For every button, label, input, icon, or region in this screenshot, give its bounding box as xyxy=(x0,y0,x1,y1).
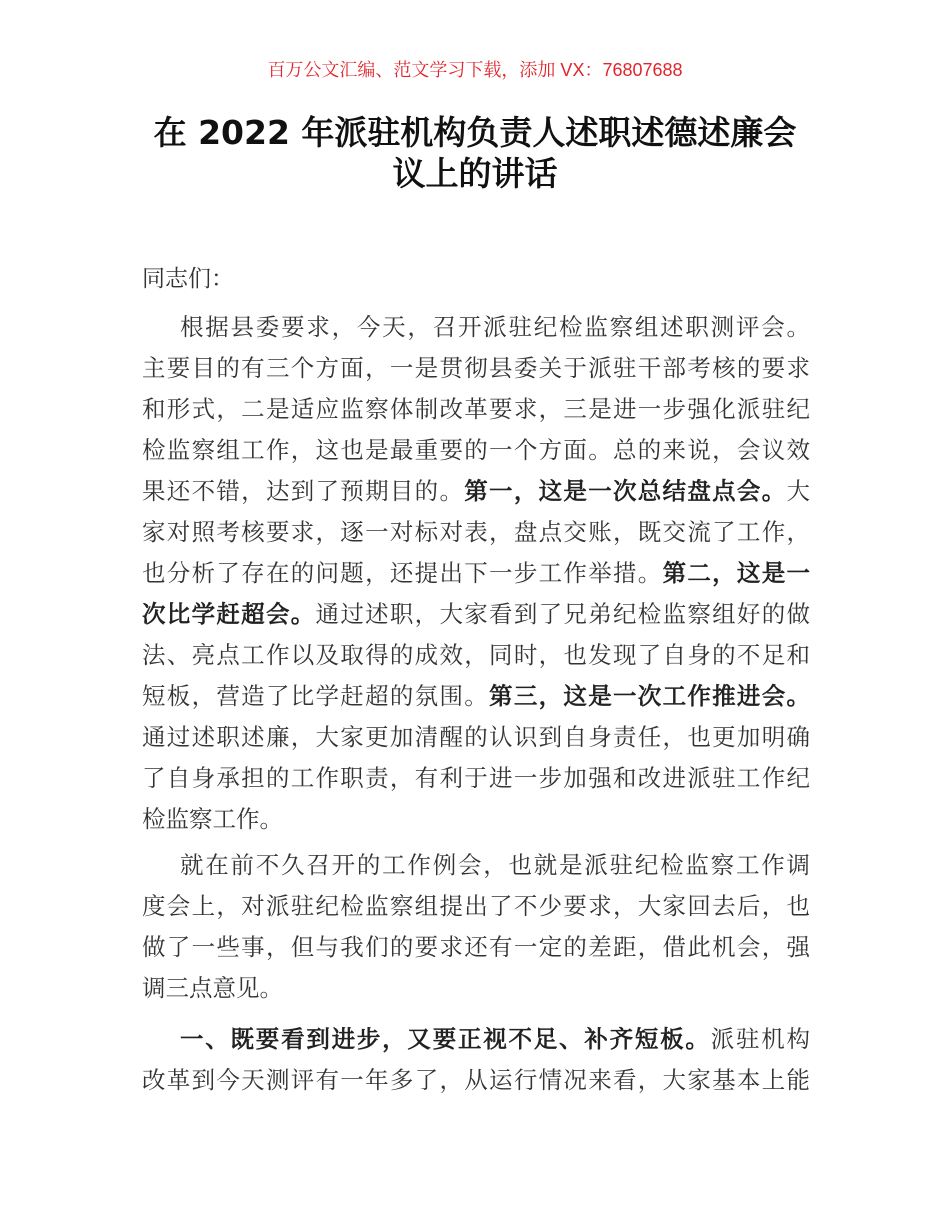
text-line xyxy=(142,471,810,512)
text-run: 做了一些事，但与我们的要求还有一定的差距，借此机会，强 xyxy=(142,933,810,961)
text-run: 也分析了存在的问题，还提出下一步工作举措。 xyxy=(142,559,663,587)
text-run: 检监察组工作，这也是最重要的一个方面。总的来说，会议效 xyxy=(142,436,810,464)
greeting: 同志们： xyxy=(142,266,234,292)
text-line xyxy=(142,1060,810,1101)
text-line xyxy=(142,430,810,471)
text-run: 调三点意见。 xyxy=(142,974,283,1002)
bold-text-run: 一、既要看到进步，又要正视不足、补齐短板。 xyxy=(180,1025,711,1053)
text-line xyxy=(142,389,810,430)
text-line xyxy=(142,512,810,553)
text-line xyxy=(142,717,810,758)
bold-text-run: 次比学赶超会。 xyxy=(142,600,316,628)
text-line xyxy=(142,799,810,840)
title-line-1: 在 2022 年派驻机构负责人述职述德述廉会 xyxy=(153,113,797,152)
text-run: 度会上，对派驻纪检监察组提出了不少要求，大家回去后，也 xyxy=(142,892,810,920)
paragraph-3 xyxy=(142,1019,810,1101)
text-run: 了自身承担的工作职责，有利于进一步加强和改进派驻工作纪 xyxy=(142,764,810,792)
text-run: 检监察工作。 xyxy=(142,805,283,833)
text-run: 改革到今天测评有一年多了，从运行情况来看，大家基本上能 xyxy=(142,1066,810,1094)
text-run: 就在前不久召开的工作例会，也就是派驻纪检监察工作调 xyxy=(180,851,810,879)
text-line xyxy=(142,1019,810,1060)
text-line xyxy=(142,968,810,1009)
title-line-2: 议上的讲话 xyxy=(392,154,558,193)
text-line xyxy=(142,927,810,968)
text-run: 根据县委要求，今天，召开派驻纪检监察组述职测评会。 xyxy=(180,313,810,341)
text-run: 果还不错，达到了预期目的。 xyxy=(142,477,465,505)
text-run: 大 xyxy=(786,477,810,505)
text-line xyxy=(142,886,810,927)
text-run: 家对照考核要求，逐一对标对表，盘点交账，既交流了工作， xyxy=(142,518,810,546)
text-line xyxy=(142,553,810,594)
document-title xyxy=(100,112,850,194)
text-run: 和形式，二是适应监察体制改革要求，三是进一步强化派驻纪 xyxy=(142,395,810,423)
bold-text-run: 第二，这是一 xyxy=(662,559,811,587)
bold-text-run: 第三，这是一次工作推进会。 xyxy=(489,682,811,710)
text-run: 法、亮点工作以及取得的成效，同时，也发现了自身的不足和 xyxy=(142,641,810,669)
text-run: 主要目的有三个方面，一是贯彻县委关于派驻干部考核的要求 xyxy=(142,354,810,382)
paragraph-2 xyxy=(142,845,810,1009)
text-run: 通过述职述廉，大家更加清醒的认识到自身责任，也更加明确 xyxy=(142,723,810,751)
text-line xyxy=(142,676,810,717)
text-line xyxy=(142,845,810,886)
text-line xyxy=(142,348,810,389)
text-line xyxy=(142,758,810,799)
text-run: 派驻机构 xyxy=(710,1025,810,1053)
bold-text-run: 第一，这是一次总结盘点会。 xyxy=(464,477,787,505)
watermark-header: 百万公文汇编、范文学习下载，添加 VX：76807688 xyxy=(267,60,683,80)
text-run: 通过述职，大家看到了兄弟纪检监察组好的做 xyxy=(315,600,811,628)
text-run: 短板，营造了比学赶超的氛围。 xyxy=(142,682,490,710)
text-line xyxy=(142,635,810,676)
paragraph-1 xyxy=(142,307,810,840)
text-line xyxy=(142,594,810,635)
text-line xyxy=(142,307,810,348)
